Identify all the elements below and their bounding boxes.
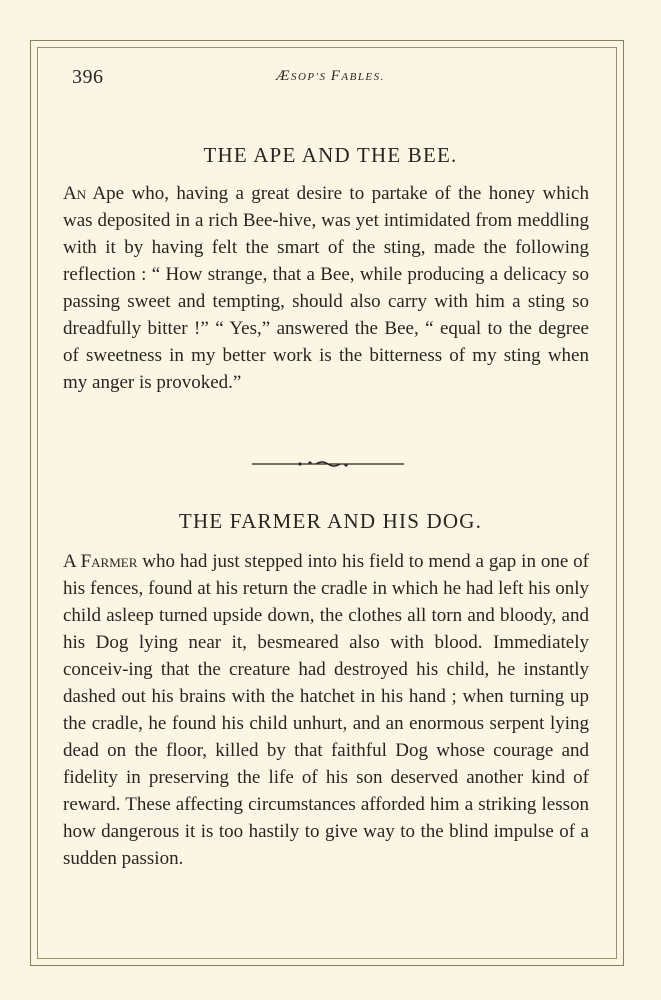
divider-dot (344, 463, 347, 466)
fable-lead-ape-and-bee: An (63, 183, 87, 204)
running-head-cap: Æ (276, 68, 291, 84)
running-head (0, 68, 661, 85)
fable-body-ape-and-bee: Ape who, having a great desire to partake of the honey which was deposited in a rich Bee-hive, was yet intimidated from meddling with it by having felt the smart of the sting, made the following reflection : “ How strange, that a Bee, while producing a delicacy so passing sweet and tempting, should also carry with him a sting so dreadfully bitter !” “ Yes,” answered the Bee, “ equal to the degree of sweetness in my better work is the bitterness of my sting when my anger is provoked.” (63, 183, 589, 393)
running-head-part-c: ABLES. (341, 71, 385, 83)
fable-title-ape-and-bee: THE APE AND THE BEE. (203, 143, 458, 167)
running-head-part-a: SOP'S (290, 71, 331, 83)
divider-dot (308, 461, 311, 464)
fable-body-farmer-and-dog: who had just stepped into his field to mend a gap in one of his fences, found at his return the cradle in which he had left his only child asleep turned upside down, the clothes all torn and bloody, and his Dog lying near it, besmeared also with blood. Immediately conceiv-ing that the creature had destroyed his child, he instantly dashed out his brains with the hatchet in his hand ; when turning up the cradle, he found his child unhurt, and an enormous serpent lying dead on the floor, killed by that faithful Dog whose courage and fidelity in preserving the life of his son deserved another kind of reward. These affecting circumstances afforded him a striking lesson how dangerous it is too hastily to give way to the blind impulse of a sudden passion. (63, 551, 589, 869)
fable-title-farmer-and-dog: THE FARMER AND HIS DOG. (178, 509, 483, 533)
fable-text-farmer-and-dog (63, 548, 589, 872)
section-divider-ornament (252, 456, 404, 472)
page-number: 396 (72, 66, 104, 88)
running-head-part-b: F (330, 68, 342, 84)
fable-lead-farmer-and-dog: A Farmer (63, 551, 138, 572)
divider-dot (298, 462, 301, 465)
fable-text-ape-and-bee (63, 180, 589, 396)
